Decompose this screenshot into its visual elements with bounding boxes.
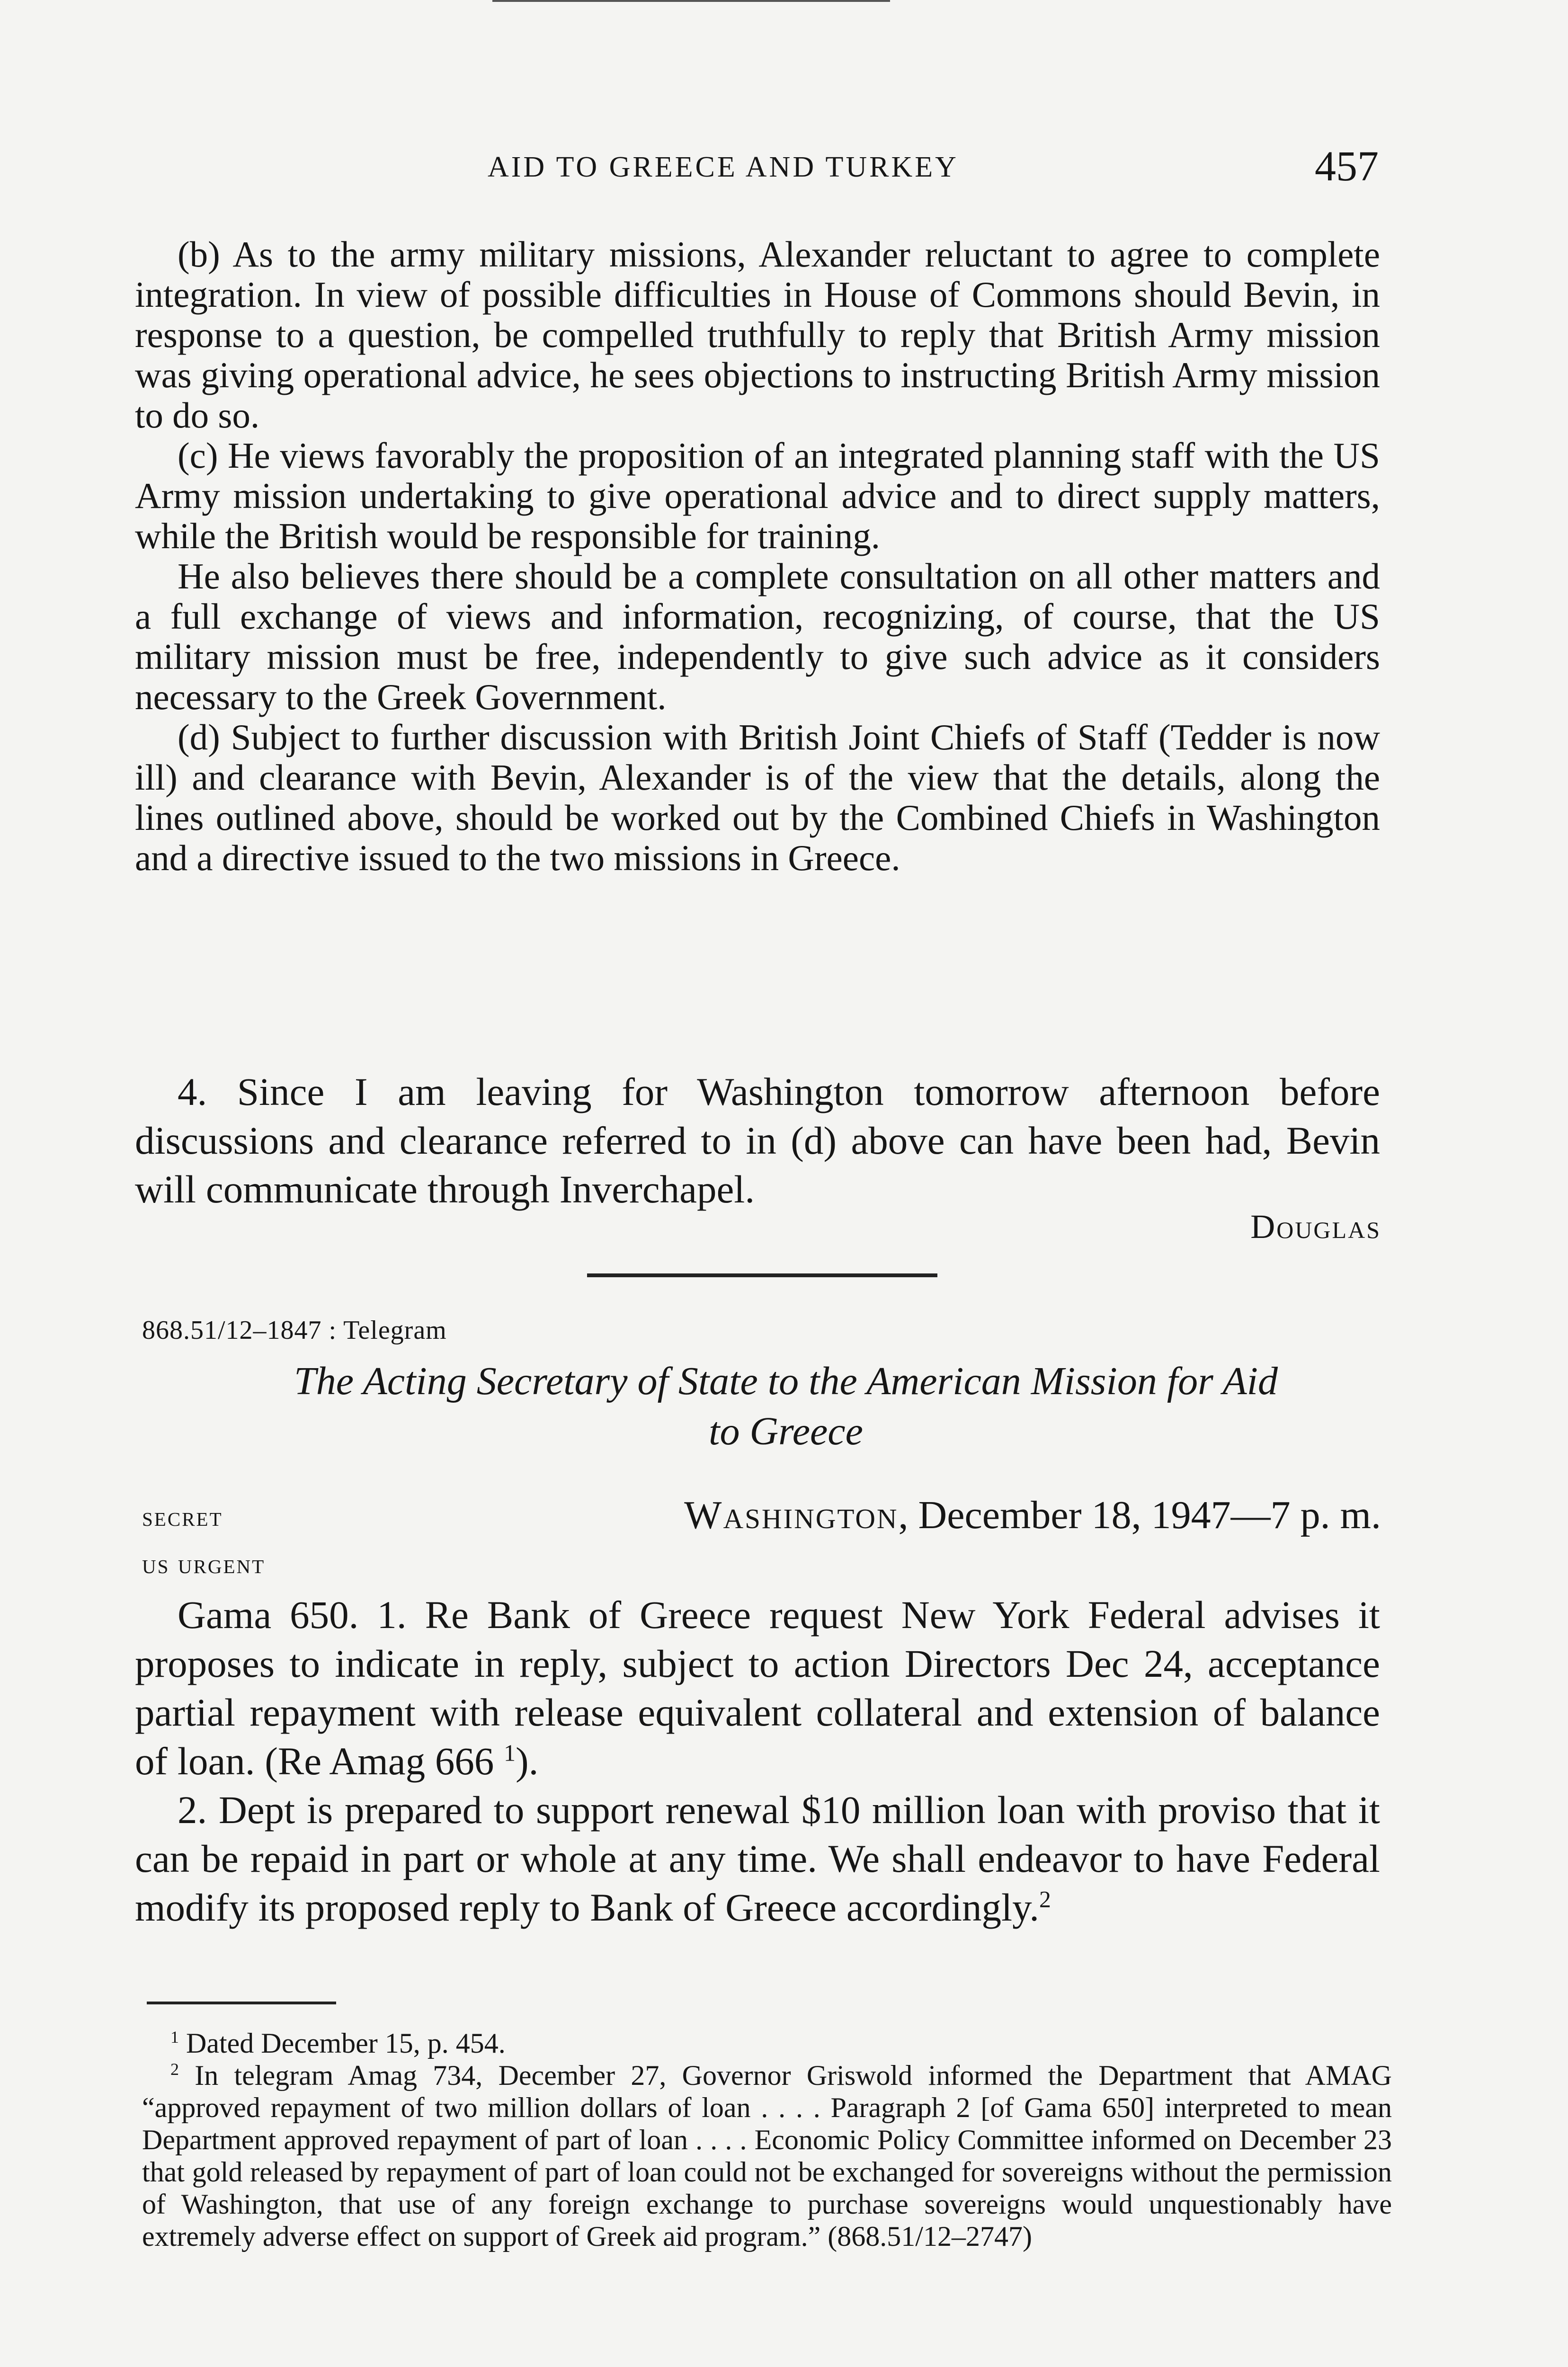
telegram-paragraph-1: Gama 650. 1. Re Bank of Greece request New York Federal advises it proposes to indicate in reply, subject to action Directors Dec 24, acceptance partial repayment with release equivalent collateral and extension of balance of loan. (Re Amag 666 $^1$). xyxy=(135,1593,1380,1783)
top-rule xyxy=(492,0,890,2)
running-head: AID TO GREECE AND TURKEY xyxy=(488,151,959,183)
paragraph-4: 4. Since I am leaving for Washington tomorrow afternoon before discussions and clearance referred to in (d) above can have been had, Bevin will communicate through Inverchapel. xyxy=(135,1070,1380,1211)
classification-urgent: us urgent xyxy=(142,1548,266,1579)
classification-secret: secret xyxy=(142,1501,223,1532)
document-title-line-2: to Greece xyxy=(709,1409,863,1453)
footnotes xyxy=(142,2027,1392,2252)
dateline-date: , December 18, 1947—7 p. m. xyxy=(898,1493,1381,1537)
footnote-ref-1: 1 xyxy=(504,1740,516,1766)
paragraph-c: (c) He views favorably the proposition of an integrated planning staff with the US Army mission undertaking to give operational advice and to direct supply matters, while the British would be responsible for training. xyxy=(135,435,1380,556)
footnote-1: $^1$ Dated December 15, p. 454. xyxy=(170,2028,506,2059)
page-number: 457 xyxy=(1315,143,1379,190)
dateline xyxy=(684,1492,1381,1538)
dateline-place: Washington xyxy=(684,1493,899,1537)
section-divider xyxy=(587,1273,937,1277)
telegram-paragraph-2: 2. Dept is prepared to support renewal $10 million loan with proviso that it can be repaid in part or whole at any time. We shall endeavor to have Federal modify its proposed reply to Bank of Greece accordingly.$^2$ xyxy=(135,1788,1380,1929)
paragraph-c-continued: He also believes there should be a complete consultation on all other matters and a full exchange of views and information, recognizing, of course, that the US military mission must be free, independently to give such advice as it considers necessary to the Greek Government. xyxy=(135,556,1380,717)
document-title-line-1: The Acting Secretary of State to the American Mission for Aid xyxy=(294,1359,1278,1403)
paragraph-4-block xyxy=(135,1068,1380,1214)
telegram-continuation xyxy=(135,234,1380,878)
signature: Douglas xyxy=(1250,1208,1381,1246)
paragraph-b: (b) As to the army military missions, Alexander reluctant to agree to complete integration. In view of possible difficulties in House of Commons should Bevin, in response to a question, be compelled truthfully to reply that British Army mission was giving operational advice, he sees objections to instructing British Army mission to do so. xyxy=(135,234,1380,436)
document-title xyxy=(170,1356,1401,1457)
telegram-body xyxy=(135,1591,1380,1932)
paragraph-d: (d) Subject to further discussion with British Joint Chiefs of Staff (Tedder is now ill) and clearance with Bevin, Alexander is of the view that the details, along the lines outlined above, should be worked out by the Combined Chiefs in Washington and a directive issued to the two missions in Greece. xyxy=(135,717,1380,878)
footnote-ref-2: 2 xyxy=(1039,1886,1051,1913)
file-reference: 868.51/12–1847 : Telegram xyxy=(142,1316,447,1345)
footnote-rule xyxy=(147,2002,336,2004)
footnote-2: $^2$ In telegram Amag 734, December 27, Governor Griswold informed the Department that AMAG “approved repayment of two million dollars of loan . . . . Paragraph 2 [of Gama 650] interpreted to mean Department approved repayment of part of loan . . . . Economic Policy Committee informed on December 23 that gold released by repayment of part of loan could not be exchanged for sovereigns without the permission of Washington, that use of any foreign exchange to purchase sovereigns would unquestionably have extremely adverse effect on support of Greek aid program.” (868.51/12–2747) xyxy=(142,2060,1392,2252)
